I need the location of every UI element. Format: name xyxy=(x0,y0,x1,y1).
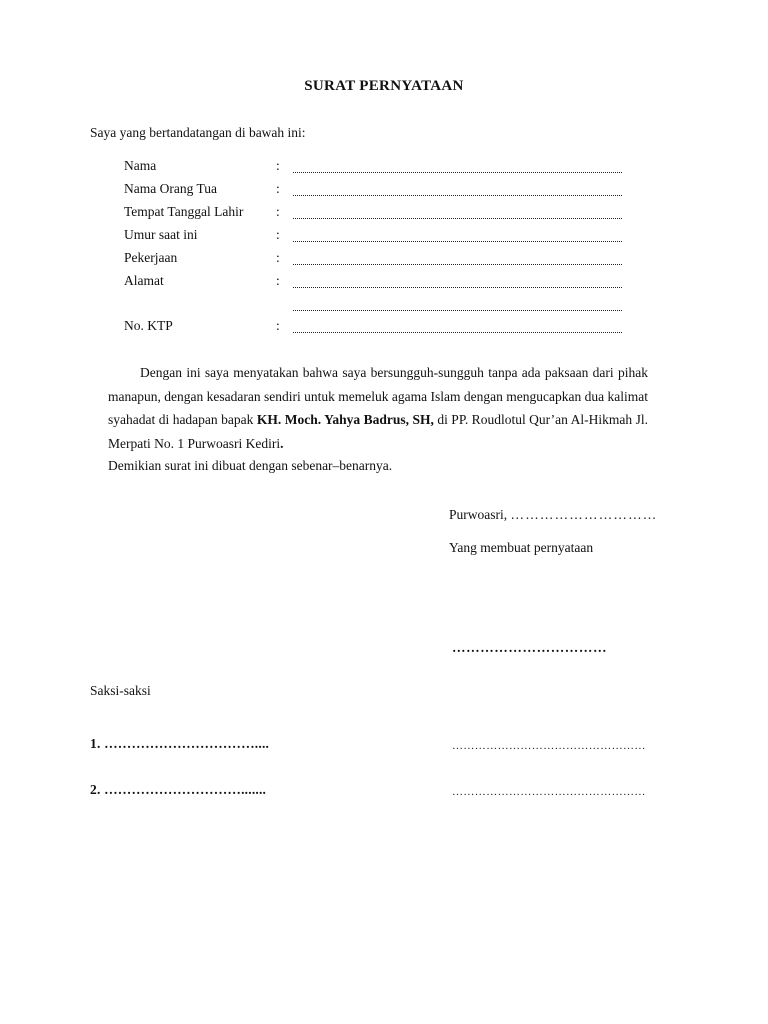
witness-1-name-line: 1. …………………………….... xyxy=(90,736,270,751)
maker-label: Yang membuat pernyataan xyxy=(449,540,594,555)
field-label-pekerjaan: Pekerjaan xyxy=(124,250,178,265)
field-label-tempat-tanggal-lahir: Tempat Tanggal Lahir xyxy=(124,204,244,219)
witness-1-signature-line: …………………………………………… xyxy=(452,740,646,752)
field-label-alamat: Alamat xyxy=(124,273,164,288)
field-row-umur xyxy=(124,227,644,250)
witness-name-bold: KH. Moch. Yahya Badrus, SH, xyxy=(256,412,434,427)
statement-text-part2: di PP. Roudlotul Qur’an Al-Hikmah Jl. Merpati No. 1 Purwoasri Kediri xyxy=(108,412,648,451)
fill-line-umur xyxy=(293,241,622,242)
intro-text: Saya yang bertandatangan di bawah ini: xyxy=(90,125,306,140)
field-row-pekerjaan xyxy=(124,250,644,273)
field-label-no-ktp: No. KTP xyxy=(124,318,173,333)
field-colon: : xyxy=(276,250,280,265)
identity-form xyxy=(124,158,644,341)
field-row-alamat-continued xyxy=(124,296,644,318)
fill-line-alamat-continued xyxy=(293,310,622,311)
statement-paragraph xyxy=(108,361,648,455)
fill-line-pekerjaan xyxy=(293,264,622,265)
field-label-nama: Nama xyxy=(124,158,157,173)
field-colon: : xyxy=(276,181,280,196)
field-row-nama-orang-tua xyxy=(124,181,644,204)
fill-line-tempat-tanggal-lahir xyxy=(293,218,622,219)
date-dots: ………………………… xyxy=(510,507,658,522)
maker-signature-line: …………………………… xyxy=(452,640,608,655)
field-colon: : xyxy=(276,204,280,219)
place-date-line xyxy=(449,507,658,523)
field-row-no-ktp xyxy=(124,318,644,341)
fill-line-alamat xyxy=(293,287,622,288)
field-colon: : xyxy=(276,273,280,288)
witness-2-signature-line: …………………………………………… xyxy=(452,786,646,798)
field-label-nama-orang-tua: Nama Orang Tua xyxy=(124,181,217,196)
statement-text-part1: Dengan ini saya menyatakan bahwa saya bersungguh-sungguh tanpa ada paksaan dari pihak manapun, dengan kesadaran sendiri untuk memeluk agama Islam dengan mengucapkan dua kalimat syahadat di hadapan bapak xyxy=(108,365,648,427)
statement-end-period: . xyxy=(280,435,284,451)
field-label-umur: Umur saat ini xyxy=(124,227,198,242)
field-row-alamat xyxy=(124,273,644,296)
field-row-nama xyxy=(124,158,644,181)
place-label: Purwoasri, xyxy=(449,507,511,522)
field-colon: : xyxy=(276,158,280,173)
field-colon: : xyxy=(276,318,280,333)
document-title: SURAT PERNYATAAN xyxy=(304,78,464,94)
fill-line-nama-orang-tua xyxy=(293,195,622,196)
witness-heading: Saksi-saksi xyxy=(90,683,151,698)
field-row-tempat-tanggal-lahir xyxy=(124,204,644,227)
witness-2-name-line: 2. …………………………....... xyxy=(90,782,267,797)
fill-line-nama xyxy=(293,172,622,173)
field-colon: : xyxy=(276,227,280,242)
fill-line-no-ktp xyxy=(293,332,622,333)
closing-text: Demikian surat ini dibuat dengan sebenar–benarnya. xyxy=(108,458,393,473)
